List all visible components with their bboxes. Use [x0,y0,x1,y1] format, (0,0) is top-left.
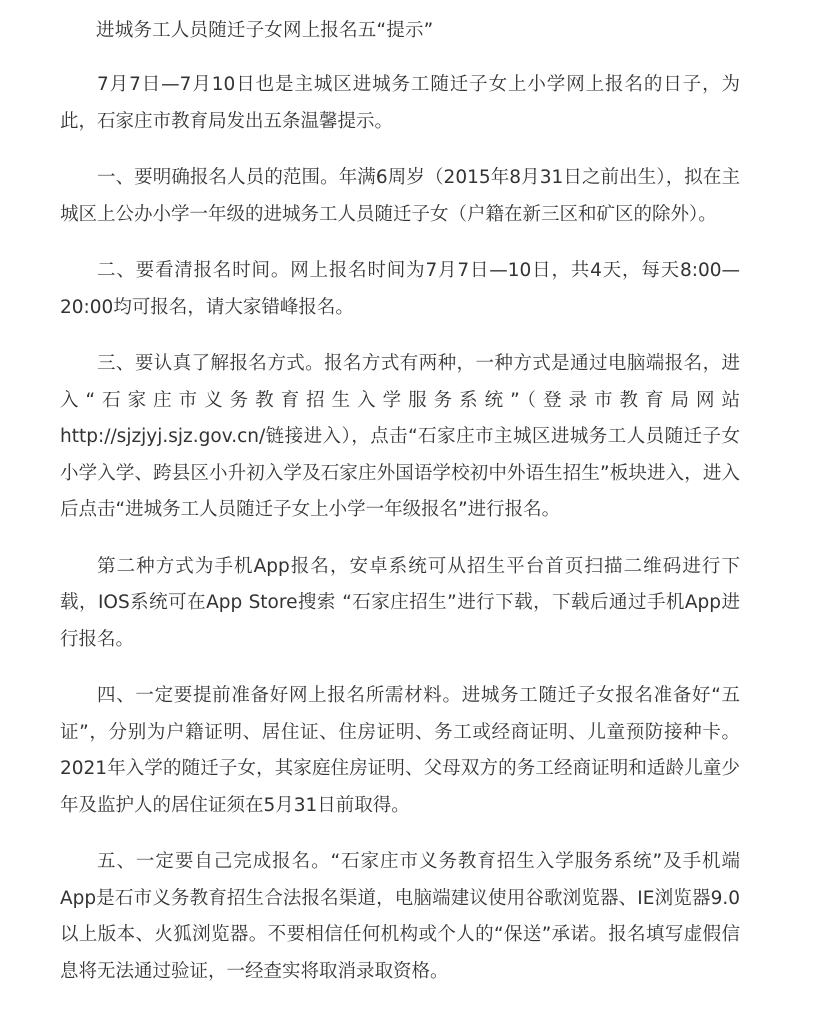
paragraph-tip-4: 四、一定要提前准备好网上报名所需材料。进城务工随迁子女报名准备好“五证”，分别为户籍证明、居住证、住房证明、务工或经商证明、儿童预防接种卡。2021年入学的随迁子女，其家庭住房证明、父母双方的务工经商证明和适龄儿童少年及监护人的居住证须在5月31日前取得。 [60,685,740,816]
article-title: 进城务工人员随迁子女网上报名五“提示” [96,20,434,41]
paragraph-intro: 7月7日—7月10日也是主城区进城务工随迁子女上小学网上报名的日子，为此，石家庄市教育局发出五条温馨提示。 [60,74,740,132]
article-body [60,0,740,990]
paragraph-tip-2: 二、要看清报名时间。网上报名时间为7月7日—10日，共4天，每天8:00—20:00均可报名，请大家错峰报名。 [60,260,740,318]
paragraph-tip-1: 一、要明确报名人员的范围。年满6周岁（2015年8月31日之前出生），拟在主城区上公办小学一年级的进城务工人员随迁子女（户籍在新三区和矿区的除外）。 [60,167,740,225]
paragraph-tip-5: 五、一定要自己完成报名。“石家庄市义务教育招生入学服务系统”及手机端App是石市义务教育招生合法报名渠道，电脑端建议使用谷歌浏览器、IE浏览器9.0以上版本、火狐浏览器。不要相信任何机构或个人的“保送”承诺。报名填写虚假信息将无法通过验证，一经查实将取消录取资格。 [60,851,740,982]
paragraph-tip-3-app: 第二种方式为手机App报名，安卓系统可从招生平台首页扫描二维码进行下载，IOS系统可在App Store搜索 “石家庄招生”进行下载，下载后通过手机App进行报名。 [60,555,740,650]
paragraph-tip-3: 三、要认真了解报名方式。报名方式有两种，一种方式是通过电脑端报名，进入“石家庄市义务教育招生入学服务系统”（登录市教育局网站http://sjzjyj.sjz.gov.cn/链接进入），点击“石家庄市主城区进城务工人员随迁子女小学入学、跨县区小升初入学及石家庄外国语学校初中外语生招生”板块进入，进入后点击“进城务工人员随迁子女上小学一年级报名”进行报名。 [60,353,740,520]
